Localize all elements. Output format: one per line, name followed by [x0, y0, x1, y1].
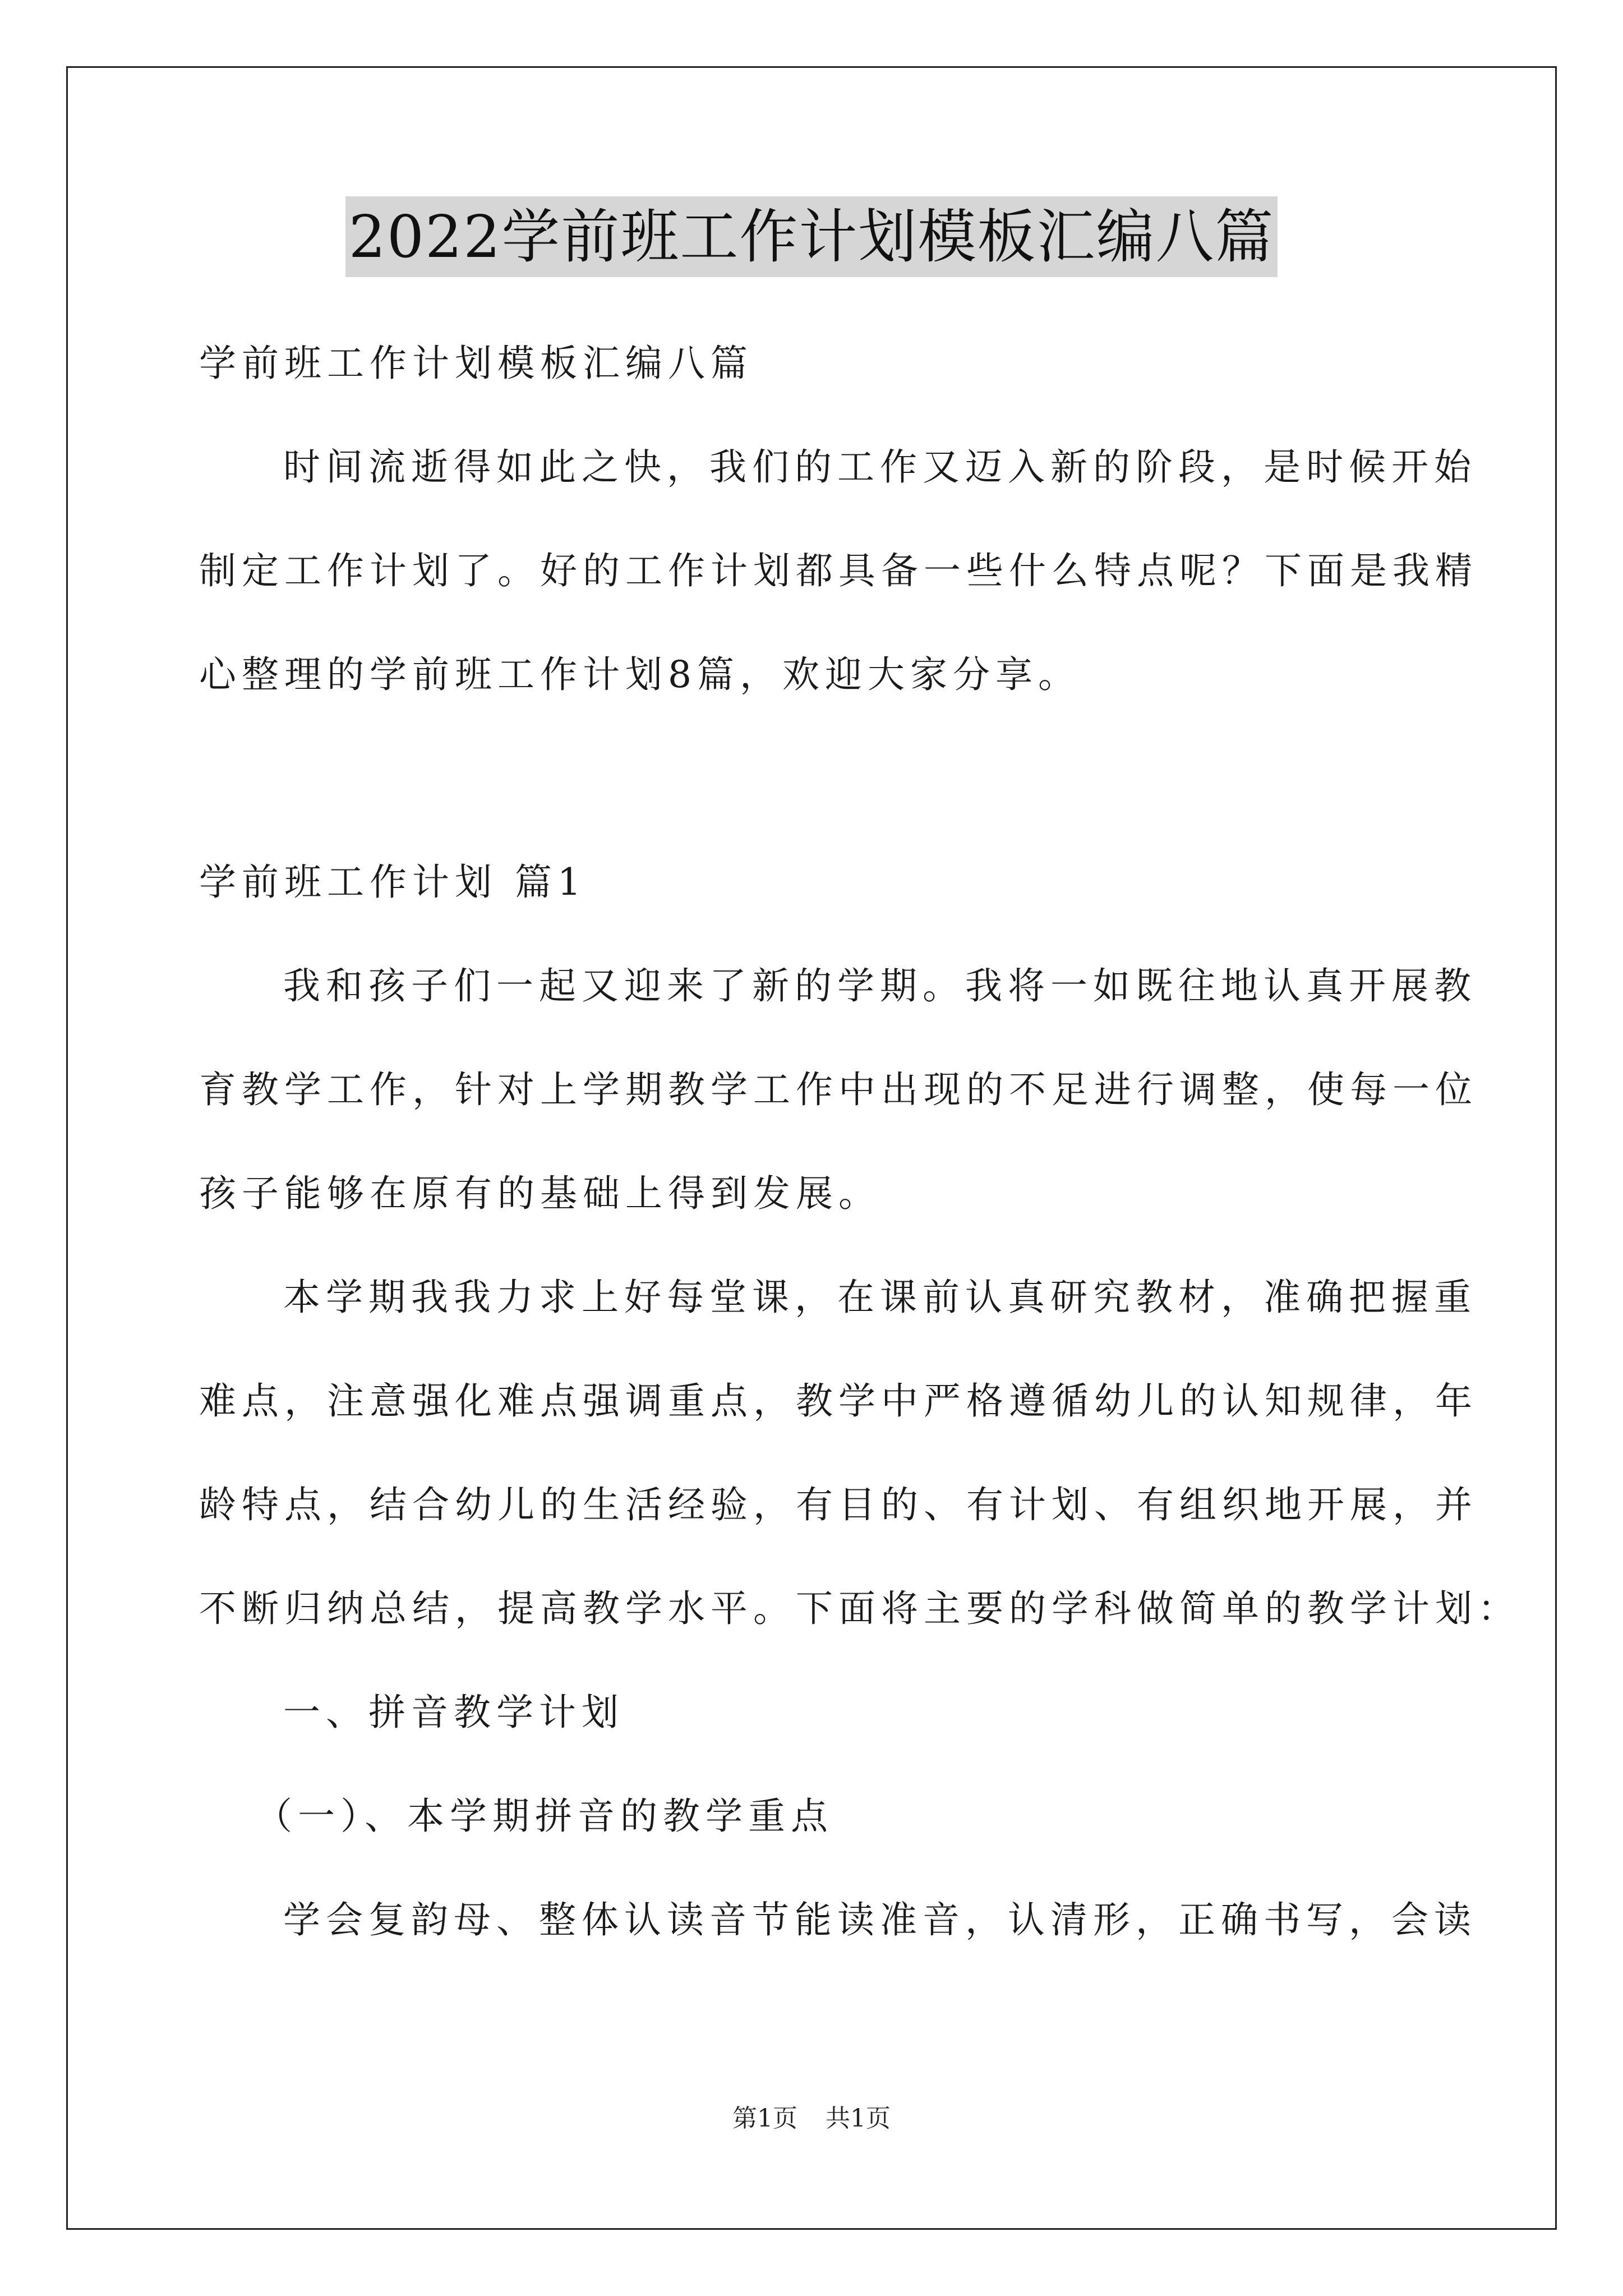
title-wrap: [0, 196, 1623, 277]
paragraph-line: 不断归纳总结，提高教学水平。下面将主要的学科做简单的教学计划：: [199, 1587, 1520, 1630]
list-heading: 一、拼音教学计划: [283, 1691, 624, 1734]
paragraph-line: 学会复韵母、整体认读音节能读准音，认清形，正确书写，会读: [283, 1898, 1477, 1941]
paragraph-line: 本学期我我力求上好每堂课，在课前认真研究教材，准确把握重: [283, 1276, 1477, 1319]
paragraph-line: 育教学工作，针对上学期教学工作中出现的不足进行调整，使每一位: [199, 1068, 1478, 1111]
section-heading: 学前班工作计划 篇1: [199, 861, 587, 904]
page-total: 共1页: [826, 2104, 891, 2133]
intro-line: 制定工作计划了。好的工作计划都具备一些什么特点呢？下面是我精: [199, 549, 1478, 592]
list-subheading: （一）、本学期拼音的教学重点: [255, 1795, 833, 1838]
document-title: 2022学前班工作计划模板汇编八篇: [345, 196, 1278, 277]
document-subtitle: 学前班工作计划模板汇编八篇: [199, 342, 753, 385]
paragraph-line: 孩子能够在原有的基础上得到发展。: [199, 1172, 881, 1215]
paragraph-line: 龄特点，结合幼儿的生活经验，有目的、有计划、有组织地开展，并: [199, 1483, 1478, 1526]
intro-line: 心整理的学前班工作计划8篇，欢迎大家分享。: [199, 653, 1081, 696]
page-footer: [0, 2098, 1623, 2134]
paragraph-line: 难点，注意强化难点强调重点，教学中严格遵循幼儿的认知规律，年: [199, 1379, 1478, 1423]
spacer: [199, 726, 1433, 830]
page-number: 第1页: [732, 2104, 797, 2133]
paragraph-line: 我和孩子们一起又迎来了新的学期。我将一如既往地认真开展教: [283, 964, 1477, 1007]
intro-line: 时间流逝得如此之快，我们的工作又迈入新的阶段，是时候开始: [283, 445, 1477, 489]
document-body: [199, 311, 1520, 1972]
